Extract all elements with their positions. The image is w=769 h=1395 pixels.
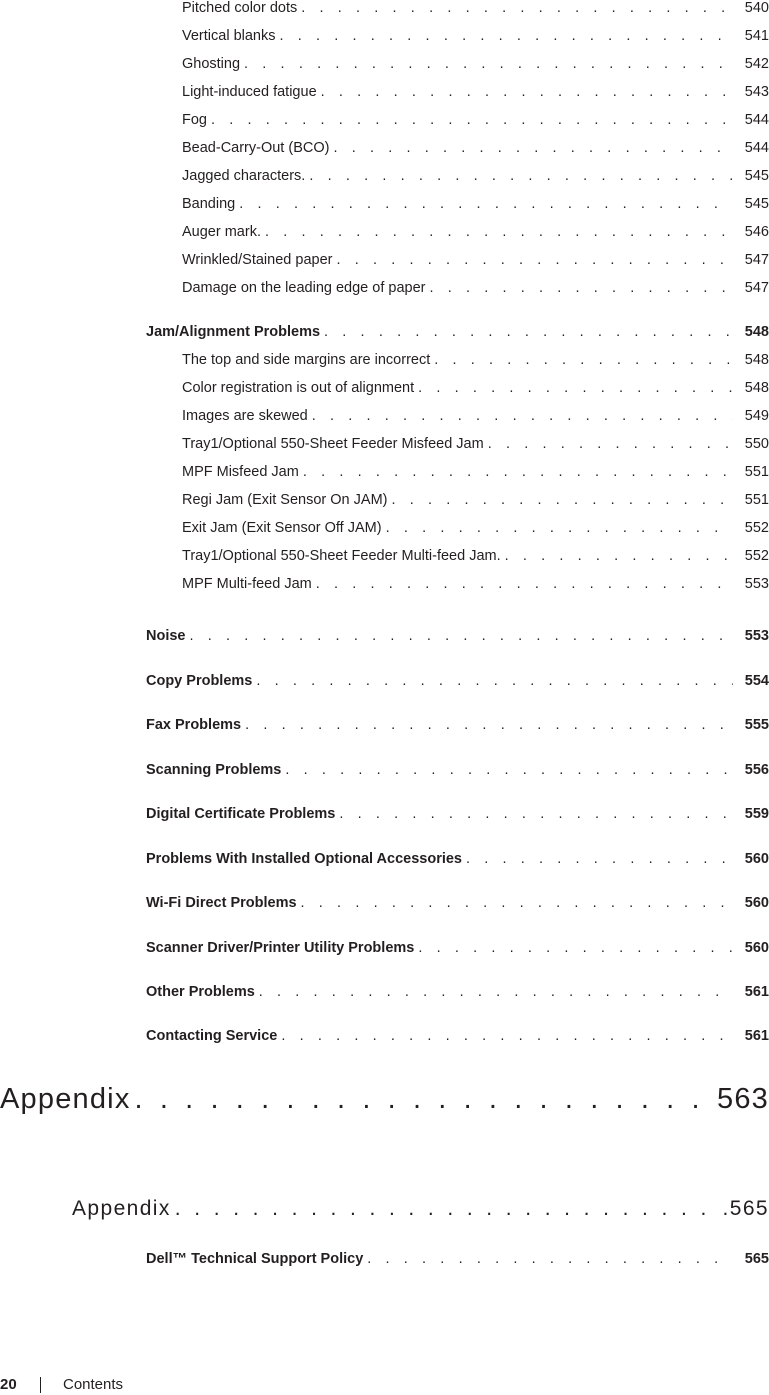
toc-section-page: 560: [744, 895, 769, 911]
toc-entry-label: Bead-Carry-Out (BCO): [182, 140, 330, 156]
leader-dots: [391, 492, 733, 508]
page-number: 20: [0, 1376, 17, 1393]
toc-entry[interactable]: [182, 436, 769, 452]
leader-dots: [333, 140, 733, 156]
toc-entry-page: 551: [744, 492, 769, 508]
toc-section-label: Fax Problems: [146, 717, 242, 733]
toc-entry-label: Fog: [182, 112, 207, 128]
toc-entry-page: 545: [744, 196, 769, 212]
leader-dots: [301, 895, 733, 911]
toc-entry[interactable]: [182, 56, 769, 72]
leader-dots: [244, 56, 733, 72]
toc-section-label: Jam/Alignment Problems: [146, 324, 321, 340]
leader-dots: [303, 464, 733, 480]
toc-entry-label: Vertical blanks: [182, 28, 276, 44]
toc-section[interactable]: [146, 806, 769, 822]
toc-section[interactable]: [146, 940, 769, 956]
leader-dots: [239, 196, 733, 212]
toc-entry-label: MPF Misfeed Jam: [182, 464, 299, 480]
toc-section[interactable]: [146, 628, 769, 644]
toc-chapter-label: Appendix: [0, 1083, 131, 1115]
toc-entry-label: Light-induced fatigue: [182, 84, 317, 100]
toc-section-page: 565: [744, 1251, 769, 1267]
toc-entry[interactable]: [182, 28, 769, 44]
toc-section[interactable]: [146, 895, 769, 911]
toc-section-page: 555: [744, 717, 769, 733]
toc-entry-page: 546: [744, 224, 769, 240]
toc-section-page: 554: [744, 673, 769, 689]
toc-entry[interactable]: [182, 112, 769, 128]
toc-section-label: Wi-Fi Direct Problems: [146, 895, 297, 911]
toc-entry-page: 549: [744, 408, 769, 424]
toc-entry-page: 543: [744, 84, 769, 100]
toc-subchapter[interactable]: [72, 1197, 769, 1221]
toc-entry-page: 552: [744, 520, 769, 536]
toc-entry[interactable]: [182, 84, 769, 100]
toc-entry[interactable]: [182, 492, 769, 508]
toc-section-page: 561: [744, 984, 769, 1000]
toc-entry[interactable]: [182, 408, 769, 424]
leader-dots: [245, 717, 733, 733]
leader-dots: [309, 168, 733, 184]
leader-dots: [324, 324, 733, 340]
leader-dots: [135, 1083, 715, 1116]
toc-entry[interactable]: [182, 224, 769, 240]
toc-entry-label: MPF Multi-feed Jam: [182, 576, 312, 592]
toc-subchapter-label: Appendix: [72, 1197, 171, 1220]
leader-dots: [321, 84, 733, 100]
toc-section-label: Contacting Service: [146, 1028, 278, 1044]
leader-dots: [280, 28, 734, 44]
toc-entry-page: 544: [744, 140, 769, 156]
leader-dots: [256, 673, 733, 689]
toc-entry-page: 550: [744, 436, 769, 452]
toc-section-page: 559: [744, 806, 769, 822]
leader-dots: [301, 0, 733, 16]
toc-entry[interactable]: [182, 280, 769, 296]
toc-section-label: Noise: [146, 628, 186, 644]
toc-section-label: Scanner Driver/Printer Utility Problems: [146, 940, 415, 956]
leader-dots: [434, 352, 733, 368]
toc-section-page: 561: [744, 1028, 769, 1044]
toc-entry[interactable]: [182, 0, 769, 16]
toc-section-page: 560: [744, 851, 769, 867]
toc-entry-page: 553: [744, 576, 769, 592]
toc-entry[interactable]: [182, 196, 769, 212]
toc-section[interactable]: [146, 717, 769, 733]
footer-title: Contents: [63, 1376, 124, 1393]
toc-entry[interactable]: [182, 464, 769, 480]
toc-section-page: 560: [744, 940, 769, 956]
toc-section[interactable]: [146, 1028, 769, 1044]
toc-entry[interactable]: [182, 352, 769, 368]
leader-dots: [259, 984, 733, 1000]
toc-entry[interactable]: [182, 576, 769, 592]
toc-entry-page: 548: [744, 380, 769, 396]
leader-dots: [190, 628, 734, 644]
toc-section-page: 553: [744, 628, 769, 644]
toc-entry-label: Jagged characters.: [182, 168, 306, 184]
toc-entry[interactable]: [182, 140, 769, 156]
leader-dots: [175, 1197, 721, 1221]
leader-dots: [336, 252, 733, 268]
toc-entry-page: 547: [744, 252, 769, 268]
toc-section-label: Scanning Problems: [146, 762, 282, 778]
toc-entry-label: Pitched color dots: [182, 0, 298, 16]
toc-chapter[interactable]: [0, 1083, 769, 1116]
leader-dots: [488, 436, 733, 452]
toc-section-page: 556: [744, 762, 769, 778]
footer-divider: [40, 1377, 41, 1393]
toc-section[interactable]: [146, 673, 769, 689]
leader-dots: [281, 1028, 733, 1044]
toc-entry-label: Images are skewed: [182, 408, 308, 424]
leader-dots: [211, 112, 733, 128]
toc-section-label: Copy Problems: [146, 673, 253, 689]
toc-entry-page: 545: [744, 168, 769, 184]
toc-entry-label: Color registration is out of alignment: [182, 380, 415, 396]
toc-entry-label: Damage on the leading edge of paper: [182, 280, 426, 296]
toc-entry-page: 552: [744, 548, 769, 564]
leader-dots: [339, 806, 733, 822]
leader-dots: [386, 520, 733, 536]
toc-section-label: Problems With Installed Optional Accessories: [146, 851, 462, 867]
toc-entry-label: The top and side margins are incorrect: [182, 352, 431, 368]
toc-entry-label: Tray1/Optional 550-Sheet Feeder Misfeed Jam: [182, 436, 484, 452]
toc-entry-page: 541: [744, 28, 769, 44]
toc-entry[interactable]: [182, 168, 769, 184]
toc-entry-page: 542: [744, 56, 769, 72]
leader-dots: [505, 548, 733, 564]
toc-section-page: 548: [744, 324, 769, 340]
toc-entry-label: Banding: [182, 196, 236, 212]
toc-entry[interactable]: [182, 252, 769, 268]
toc-entry-page: 544: [744, 112, 769, 128]
leader-dots: [367, 1251, 733, 1267]
page-footer: [0, 1376, 123, 1393]
toc-entry-label: Tray1/Optional 550-Sheet Feeder Multi-feed Jam.: [182, 548, 501, 564]
toc-entry[interactable]: [182, 548, 769, 564]
leader-dots: [466, 851, 733, 867]
leader-dots: [285, 762, 733, 778]
toc-subchapter-page: .565: [722, 1197, 769, 1220]
leader-dots: [418, 380, 733, 396]
toc-section[interactable]: [146, 851, 769, 867]
leader-dots: [312, 408, 733, 424]
toc-entry-page: 551: [744, 464, 769, 480]
toc-section[interactable]: [146, 984, 769, 1000]
toc-entry-label: Wrinkled/Stained paper: [182, 252, 333, 268]
toc-entry-page: 548: [744, 352, 769, 368]
toc-entry[interactable]: [182, 380, 769, 396]
toc-section-label: Other Problems: [146, 984, 255, 1000]
toc-entry-label: Auger mark.: [182, 224, 261, 240]
leader-dots: [418, 940, 733, 956]
toc-entry-label: Regi Jam (Exit Sensor On JAM): [182, 492, 388, 508]
toc-entry-page: 547: [744, 280, 769, 296]
toc-entry-page: 540: [744, 0, 769, 16]
leader-dots: [429, 280, 733, 296]
toc-section[interactable]: [146, 762, 769, 778]
toc-section[interactable]: [146, 324, 769, 340]
toc-section-label: Digital Certificate Problems: [146, 806, 336, 822]
toc-entry-label: Exit Jam (Exit Sensor Off JAM): [182, 520, 382, 536]
leader-dots: [265, 224, 733, 240]
toc-section[interactable]: [146, 1251, 769, 1267]
leader-dots: [316, 576, 733, 592]
toc-entry-label: Ghosting: [182, 56, 241, 72]
toc-entry[interactable]: [182, 520, 769, 536]
toc-chapter-page: 563: [717, 1083, 769, 1115]
toc-section-label: Dell™ Technical Support Policy: [146, 1251, 364, 1267]
